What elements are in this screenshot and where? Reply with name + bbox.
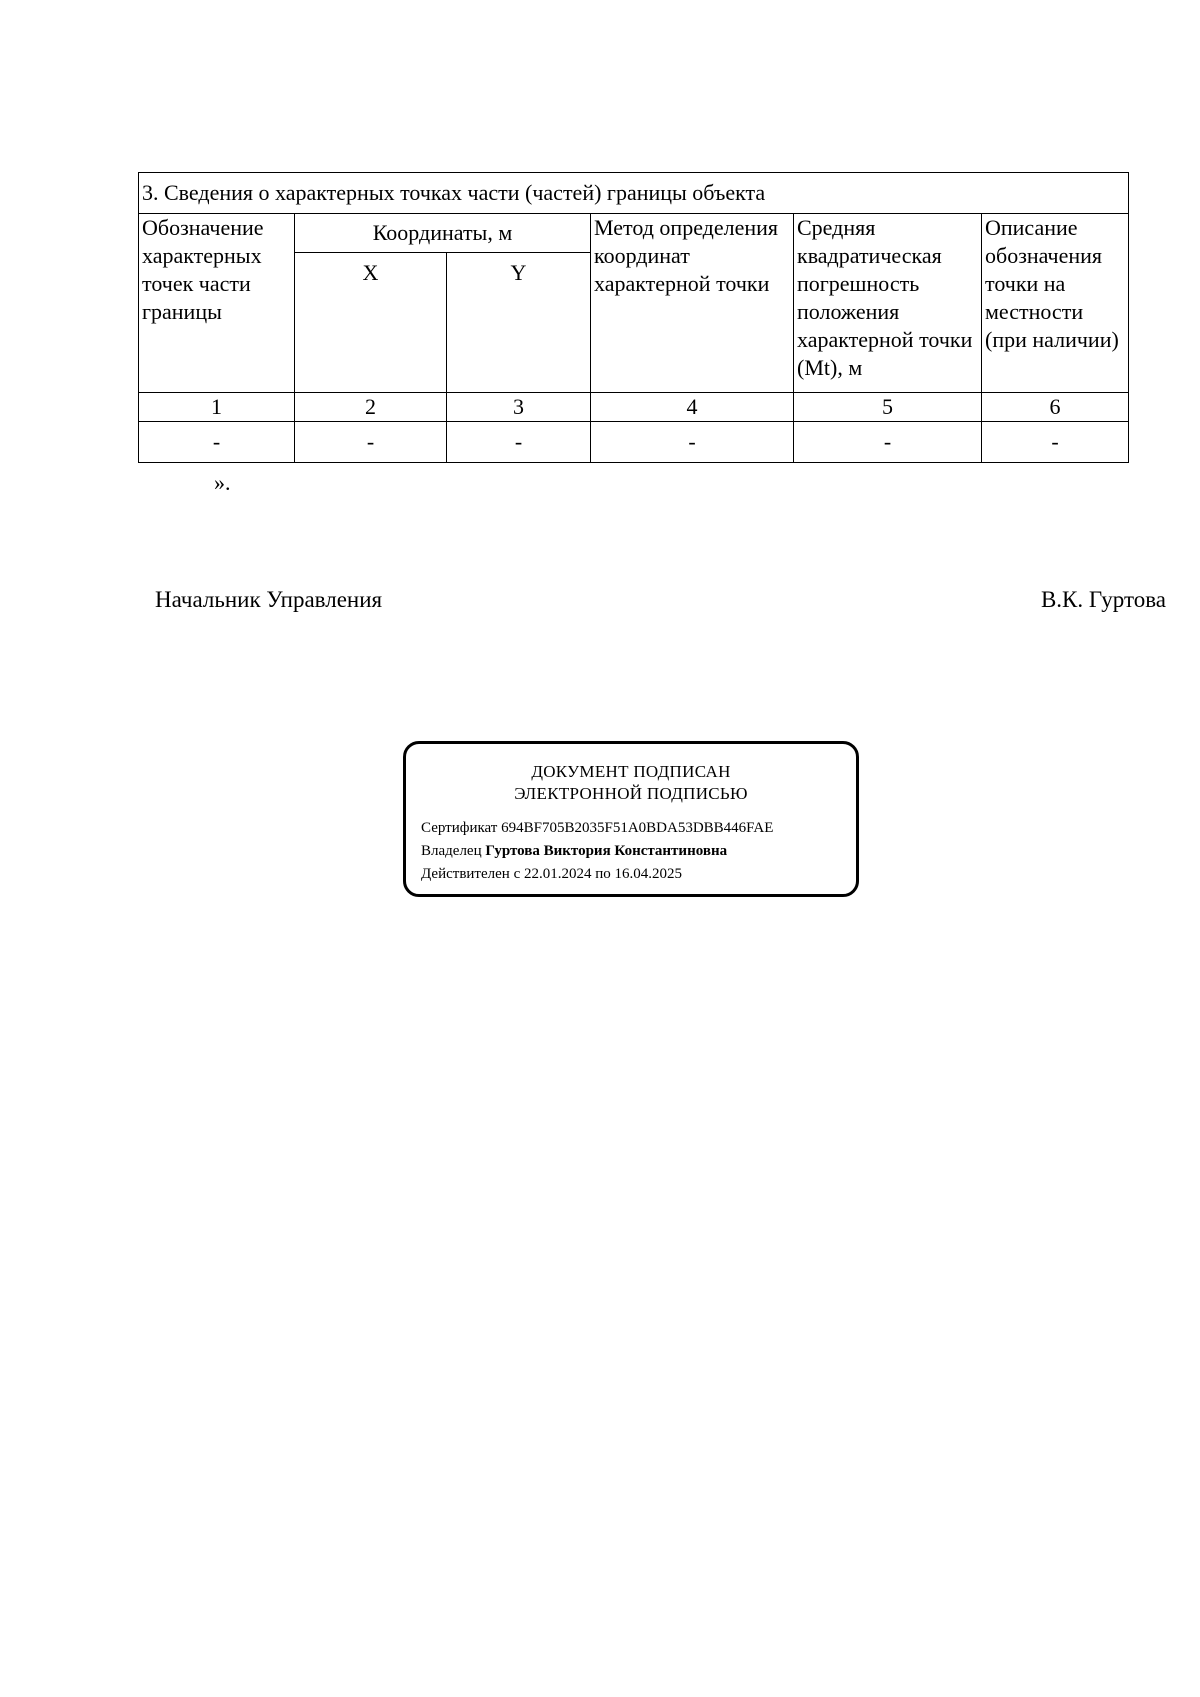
signer-position: Начальник Управления xyxy=(155,587,383,612)
electronic-signature-stamp xyxy=(403,741,859,897)
stamp-certificate xyxy=(421,817,856,840)
stamp-title-line: ДОКУМЕНТ ПОДПИСАН xyxy=(531,762,731,781)
validity-to: 16.04.2025 xyxy=(614,866,683,882)
stamp-validity xyxy=(421,863,856,886)
table-cell: - xyxy=(295,422,447,463)
certificate-value: 694BF705B2035F51A0BDA53DBB446FAE xyxy=(501,820,774,836)
table-row xyxy=(139,422,1129,463)
table-cell: - xyxy=(591,422,794,463)
column-number: 5 xyxy=(794,393,982,422)
column-number-row xyxy=(139,393,1129,422)
table-cell: - xyxy=(982,422,1129,463)
header-coordinates: Координаты, м xyxy=(295,214,591,253)
boundary-points-table xyxy=(138,172,1129,463)
column-number: 1 xyxy=(139,393,295,422)
closing-quote: ». xyxy=(214,470,231,495)
header-error: Средняя квадратическая погрешность положения характерной точки (Mt), м xyxy=(794,214,982,393)
header-method: Метод определения координат характерной точки xyxy=(591,214,794,393)
table-cell: - xyxy=(794,422,982,463)
stamp-title-line: ЭЛЕКТРОННОЙ ПОДПИСЬЮ xyxy=(514,784,748,803)
signer-name: В.К. Гуртова xyxy=(1040,587,1166,612)
column-number: 4 xyxy=(591,393,794,422)
table-cell: - xyxy=(139,422,295,463)
certificate-label: Сертификат xyxy=(421,820,498,836)
table-caption: 3. Сведения о характерных точках части (частей) границы объекта xyxy=(139,173,1129,214)
header-description: Описание обозначения точки на местности (при наличии) xyxy=(982,214,1129,393)
validity-label: Действителен xyxy=(421,866,510,882)
table-cell: - xyxy=(447,422,591,463)
stamp-title xyxy=(406,761,856,805)
header-y: Y xyxy=(447,253,591,393)
header-x: X xyxy=(295,253,447,393)
owner-value: Гуртова Виктория Константиновна xyxy=(485,843,728,859)
owner-label: Владелец xyxy=(421,843,482,859)
stamp-owner xyxy=(421,840,856,863)
validity-to-prefix: по xyxy=(595,866,611,882)
validity-from-prefix: с xyxy=(513,866,521,882)
column-number: 3 xyxy=(447,393,591,422)
validity-from: 22.01.2024 xyxy=(523,866,592,882)
header-designation: Обозначение характерных точек части границы xyxy=(139,214,295,393)
column-number: 2 xyxy=(295,393,447,422)
column-number: 6 xyxy=(982,393,1129,422)
